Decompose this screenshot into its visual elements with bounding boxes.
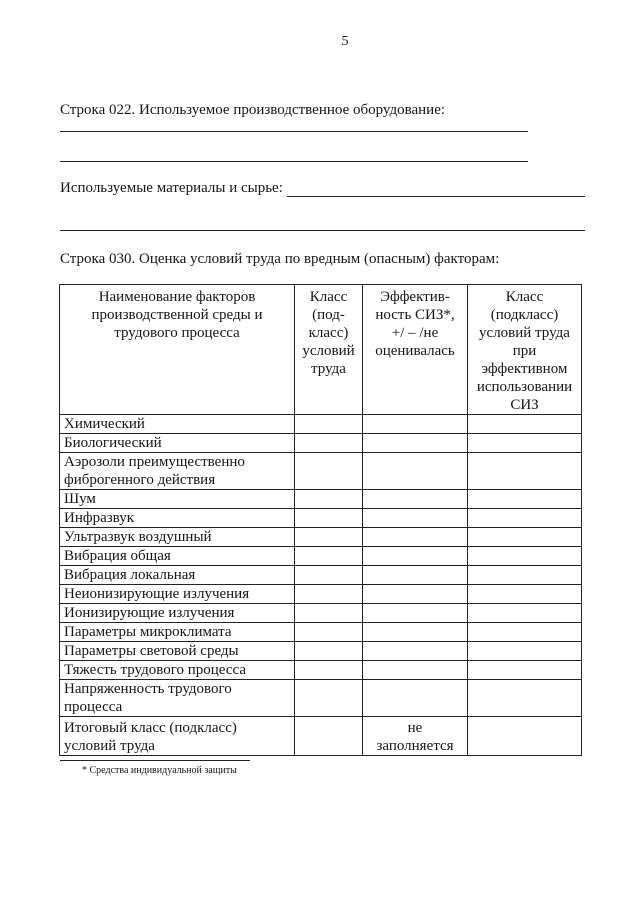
- table-row: [60, 642, 582, 661]
- class-siz-cell: [468, 661, 582, 680]
- factor-name: Напряженность трудового процесса: [60, 680, 295, 717]
- class-cell: [295, 509, 363, 528]
- class-siz-cell: [468, 509, 582, 528]
- class-cell: [295, 642, 363, 661]
- factor-name: Параметры микроклимата: [60, 623, 295, 642]
- table-row: [60, 434, 582, 453]
- factor-name: Аэрозоли преимущественно фиброгенного действия: [60, 453, 295, 490]
- factor-name: Биологический: [60, 434, 295, 453]
- header-factor: Наименование факторов производственной среды и трудового процесса: [60, 285, 295, 415]
- header-class: Класс (под- класс) условий труда: [295, 285, 363, 415]
- efficiency-cell: [363, 566, 468, 585]
- class-siz-cell: [468, 528, 582, 547]
- class-cell: [295, 547, 363, 566]
- factor-name: Вибрация общая: [60, 547, 295, 566]
- class-cell: [295, 528, 363, 547]
- table-row: [60, 661, 582, 680]
- table-row: [60, 547, 582, 566]
- materials-label: Используемые материалы и сырье:: [60, 180, 283, 196]
- class-cell: [295, 604, 363, 623]
- factor-name: Химический: [60, 415, 295, 434]
- efficiency-cell: [363, 547, 468, 566]
- class-cell: [295, 566, 363, 585]
- table-row: [60, 604, 582, 623]
- working-conditions-table: [59, 284, 582, 756]
- efficiency-cell: [363, 453, 468, 490]
- efficiency-cell: [363, 509, 468, 528]
- factor-name: Тяжесть трудового процесса: [60, 661, 295, 680]
- equipment-blank-line-2: [60, 161, 528, 162]
- efficiency-cell: [363, 585, 468, 604]
- class-cell: [295, 661, 363, 680]
- table-row: [60, 566, 582, 585]
- efficiency-cell: [363, 415, 468, 434]
- class-cell: [295, 623, 363, 642]
- class-cell: [295, 717, 363, 756]
- class-siz-cell: [468, 680, 582, 717]
- factor-name: Ультразвук воздушный: [60, 528, 295, 547]
- factor-name: Итоговый класс (подкласс) условий труда: [60, 717, 295, 756]
- materials-blank-line-1: [287, 196, 585, 197]
- class-cell: [295, 434, 363, 453]
- efficiency-cell: не заполняется: [363, 717, 468, 756]
- efficiency-cell: [363, 490, 468, 509]
- efficiency-cell: [363, 623, 468, 642]
- table-row: [60, 623, 582, 642]
- class-siz-cell: [468, 642, 582, 661]
- section-030-label: Строка 030. Оценка условий труда по вредным (опасным) факторам:: [60, 251, 500, 267]
- class-cell: [295, 415, 363, 434]
- efficiency-cell: [363, 642, 468, 661]
- table-row: [60, 490, 582, 509]
- page-number: 5: [341, 34, 349, 49]
- factor-name: Шум: [60, 490, 295, 509]
- header-efficiency: Эффектив- ность СИЗ*, +/ – /не оценивалась: [363, 285, 468, 415]
- class-siz-cell: [468, 453, 582, 490]
- equipment-blank-line-1: [60, 131, 528, 132]
- class-siz-cell: [468, 585, 582, 604]
- table-row: [60, 509, 582, 528]
- class-cell: [295, 490, 363, 509]
- header-class-siz: Класс (подкласс) условий труда при эффективном использовании СИЗ: [468, 285, 582, 415]
- class-cell: [295, 680, 363, 717]
- table-row: [60, 585, 582, 604]
- factor-name: Параметры световой среды: [60, 642, 295, 661]
- class-cell: [295, 453, 363, 490]
- factor-name: Вибрация локальная: [60, 566, 295, 585]
- efficiency-cell: [363, 528, 468, 547]
- table-row: [60, 528, 582, 547]
- class-siz-cell: [468, 623, 582, 642]
- class-siz-cell: [468, 717, 582, 756]
- class-siz-cell: [468, 434, 582, 453]
- table-header-row: [60, 285, 582, 415]
- factor-name: Инфразвук: [60, 509, 295, 528]
- class-siz-cell: [468, 604, 582, 623]
- footnote: * Средства индивидуальной защиты: [82, 765, 237, 776]
- efficiency-cell: [363, 604, 468, 623]
- class-siz-cell: [468, 415, 582, 434]
- class-siz-cell: [468, 547, 582, 566]
- factor-name: Ионизирующие излучения: [60, 604, 295, 623]
- efficiency-cell: [363, 661, 468, 680]
- table-row: [60, 680, 582, 717]
- class-siz-cell: [468, 566, 582, 585]
- table-row: [60, 453, 582, 490]
- table-row: [60, 415, 582, 434]
- factor-name: Неионизирующие излучения: [60, 585, 295, 604]
- class-cell: [295, 585, 363, 604]
- class-siz-cell: [468, 490, 582, 509]
- table-row-total: [60, 717, 582, 756]
- footnote-divider: [60, 760, 250, 761]
- efficiency-cell: [363, 434, 468, 453]
- section-022-label: Строка 022. Используемое производственное оборудование:: [60, 102, 446, 118]
- materials-blank-line-2: [60, 230, 585, 231]
- efficiency-cell: [363, 680, 468, 717]
